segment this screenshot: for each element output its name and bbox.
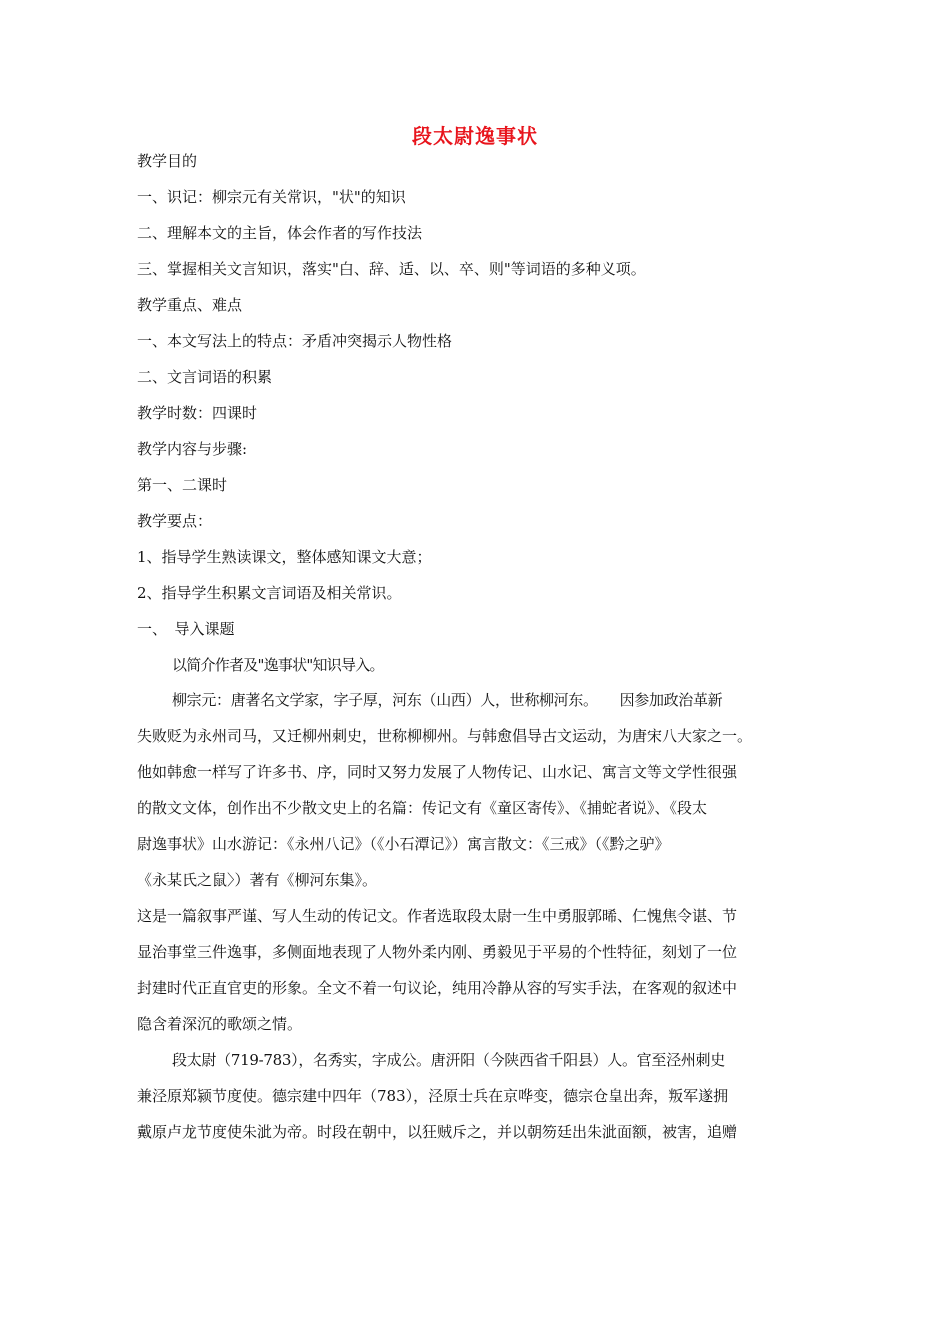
text-line: 显治事堂三件逸事，多侧面地表现了人物外柔内刚、勇毅见于平易的个性特征，刻划了一位	[137, 943, 738, 961]
text-line: 一、 导入课题	[137, 620, 235, 638]
text-line: 三、掌握相关文言知识，落实"白、辞、适、以、卒、则"等词语的多种义项。	[137, 260, 646, 278]
text-line: 《永某氏之鼠〉）著有《柳河东集》。	[137, 871, 378, 889]
text-line: 教学重点、难点	[137, 296, 243, 314]
text-line: 柳宗元：唐著名文学家，字子厚，河东（山西）人，世称柳河东。 因参加政治革新	[172, 691, 723, 709]
text-line: 的散文文体，创作出不少散文史上的名篇：传记文有《童区寄传》、《捕蛇者说》、《段太	[137, 799, 708, 817]
text-line: 一、本文写法上的特点：矛盾冲突揭示人物性格	[137, 332, 453, 350]
text-line: 二、文言词语的积累	[137, 368, 273, 386]
text-line: 这是一篇叙事严谨、写人生动的传记文。作者选取段太尉一生中勇服郭晞、仁愧焦令谌、节	[137, 907, 738, 925]
text-line: 教学内容与步骤:	[137, 440, 248, 458]
text-line: 第一、二课时	[137, 476, 228, 494]
text-line: 教学时数：四课时	[137, 404, 258, 422]
text-line: 隐含着深沉的歌颂之情。	[137, 1015, 303, 1033]
text-line: 兼泾原郑颍节度使。德宗建中四年（783），泾原士兵在京哗变，德宗仓皇出奔，叛军遂拥	[137, 1087, 729, 1105]
text-line: 教学要点：	[137, 512, 213, 530]
text-line: 以简介作者及"逸事状"知识导入。	[172, 656, 384, 674]
text-line: 教学目的	[137, 152, 198, 170]
text-line: 一、识记：柳宗元有关常识，"状"的知识	[137, 188, 406, 206]
text-line: 尉逸事状》山水游记：《永州八记》（《小石潭记》）寓言散文：《三戒》（《黔之驴》	[137, 835, 670, 853]
text-line: 他如韩愈一样写了许多书、序，同时又努力发展了人物传记、山水记、寓言文等文学性很强	[137, 763, 738, 781]
text-line: 二、理解本文的主旨，体会作者的写作技法	[137, 224, 423, 242]
text-line: 戴原卢龙节度使朱泚为帝。时段在朝中，以狂贼斥之，并以朝笏廷出朱泚面额，被害，追赠	[137, 1123, 738, 1141]
text-line: 段太尉（719-783），名秀实，字成公。唐汧阳（今陕西省千阳县）人。官至泾州刺史	[172, 1051, 725, 1069]
text-line: 失败贬为永州司马，又迁柳州刺史，世称柳柳州。与韩愈倡导古文运动，为唐宋八大家之一。	[137, 727, 753, 745]
text-line: 1、指导学生熟读课文，整体感知课文大意；	[137, 548, 432, 566]
document-title: 段太尉逸事状	[412, 124, 538, 148]
text-line: 2、指导学生积累文言词语及相关常识。	[137, 584, 402, 602]
text-line: 封建时代正直官吏的形象。全文不着一句议论，纯用冷静从容的写实手法，在客观的叙述中	[137, 979, 738, 997]
